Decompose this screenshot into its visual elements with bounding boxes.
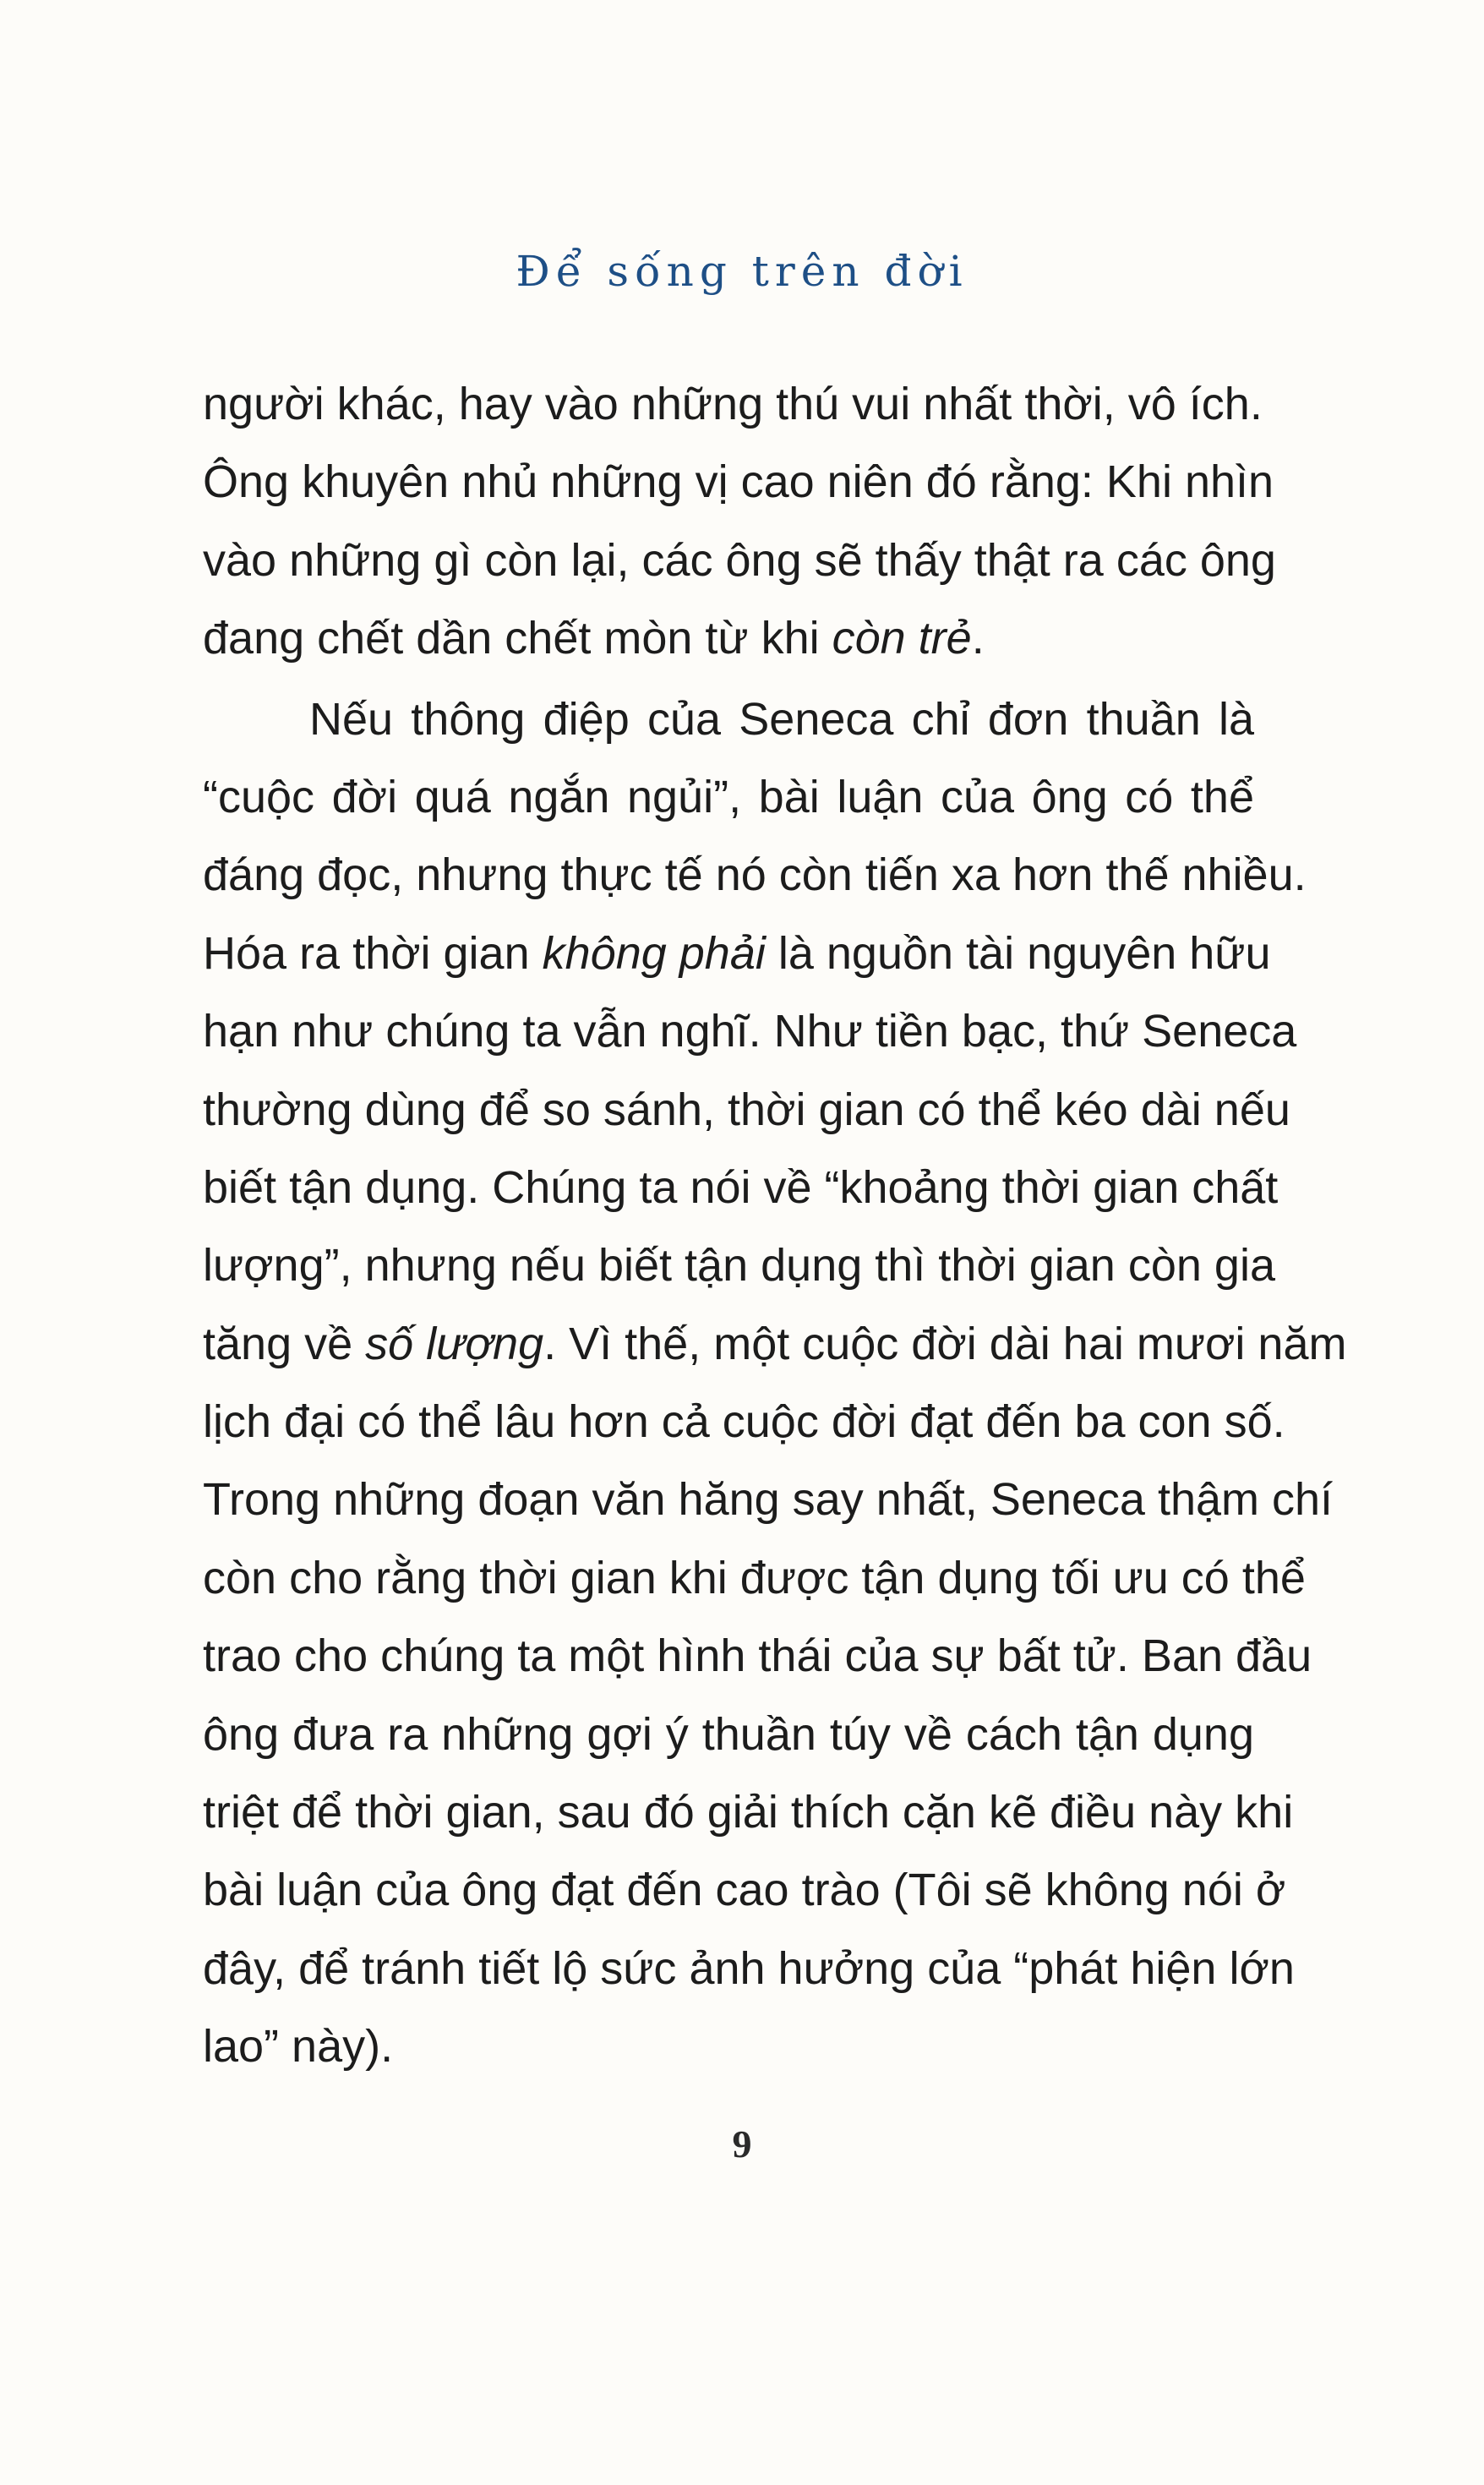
text-run: Hóa ra thời gian — [203, 927, 543, 979]
text-line: lao” này). — [203, 2021, 394, 2073]
body-text — [203, 365, 1347, 2086]
text-run: . Vì thế, một cuộc đời dài hai mươi năm — [543, 1318, 1347, 1369]
text-line: người khác, hay vào những thú vui nhất thời, vô ích. — [203, 379, 1263, 429]
text-run: tăng về — [203, 1318, 366, 1369]
italic-text-run: không phải — [542, 927, 766, 979]
text-line: thường dùng để so sánh, thời gian có thể kéo dài nếu — [203, 1084, 1290, 1135]
text-line: còn cho rằng thời gian khi được tận dụng tối ưu có thể — [203, 1552, 1306, 1603]
text-line: bài luận của ông đạt đến cao trào (Tôi sẽ không nói ở — [203, 1865, 1286, 1916]
italic-text-run: số lượng — [365, 1318, 544, 1369]
text-line: triệt để thời gian, sau đó giải thích cặn kẽ điều này khi — [203, 1787, 1294, 1838]
italic-text-run: còn trẻ — [832, 613, 972, 664]
text-line: lịch đại có thể lâu hơn cả cuộc đời đạt đến ba con số. — [203, 1396, 1285, 1448]
text-line: biết tận dụng. Chúng ta nói về “khoảng thời gian chất — [203, 1161, 1279, 1213]
running-header-title: Để sống trên đời — [516, 247, 968, 296]
page-number: 9 — [732, 2122, 752, 2166]
text-run: . — [971, 613, 985, 664]
text-line: ông đưa ra những gợi ý thuần túy về cách tận dụng — [203, 1708, 1254, 1760]
text-line: đây, để tránh tiết lộ sức ảnh hưởng của “phát hiện lớn — [203, 1942, 1295, 1994]
text-line: trao cho chúng ta một hình thái của sự bất tử. Ban đầu — [203, 1630, 1312, 1682]
text-line: vào những gì còn lại, các ông sẽ thấy thật ra các ông — [203, 534, 1276, 586]
text-line: “cuộc đời quá ngắn ngủi”, bài luận của ông có thể — [203, 771, 1254, 822]
text-line: đáng đọc, nhưng thực tế nó còn tiến xa hơn thế nhiều. — [203, 849, 1307, 901]
text-line: Nếu thông điệp của Seneca chỉ đơn thuần là — [309, 693, 1254, 745]
text-run: đang chết dần chết mòn từ khi — [203, 613, 832, 664]
text-line — [203, 599, 1254, 677]
text-line — [203, 1305, 1347, 1383]
text-line: Trong những đoạn văn hăng say nhất, Seneca thậm chí — [203, 1474, 1334, 1526]
text-line: lượng”, nhưng nếu biết tận dụng thì thời gian còn gia — [203, 1240, 1275, 1292]
text-line — [203, 915, 1271, 992]
text-run: là nguồn tài nguyên hữu — [765, 927, 1271, 979]
text-line: hạn như chúng ta vẫn nghĩ. Như tiền bạc, thứ Seneca — [203, 1006, 1297, 1057]
text-line: Ông khuyên nhủ những vị cao niên đó rằng: Khi nhìn — [203, 456, 1274, 508]
